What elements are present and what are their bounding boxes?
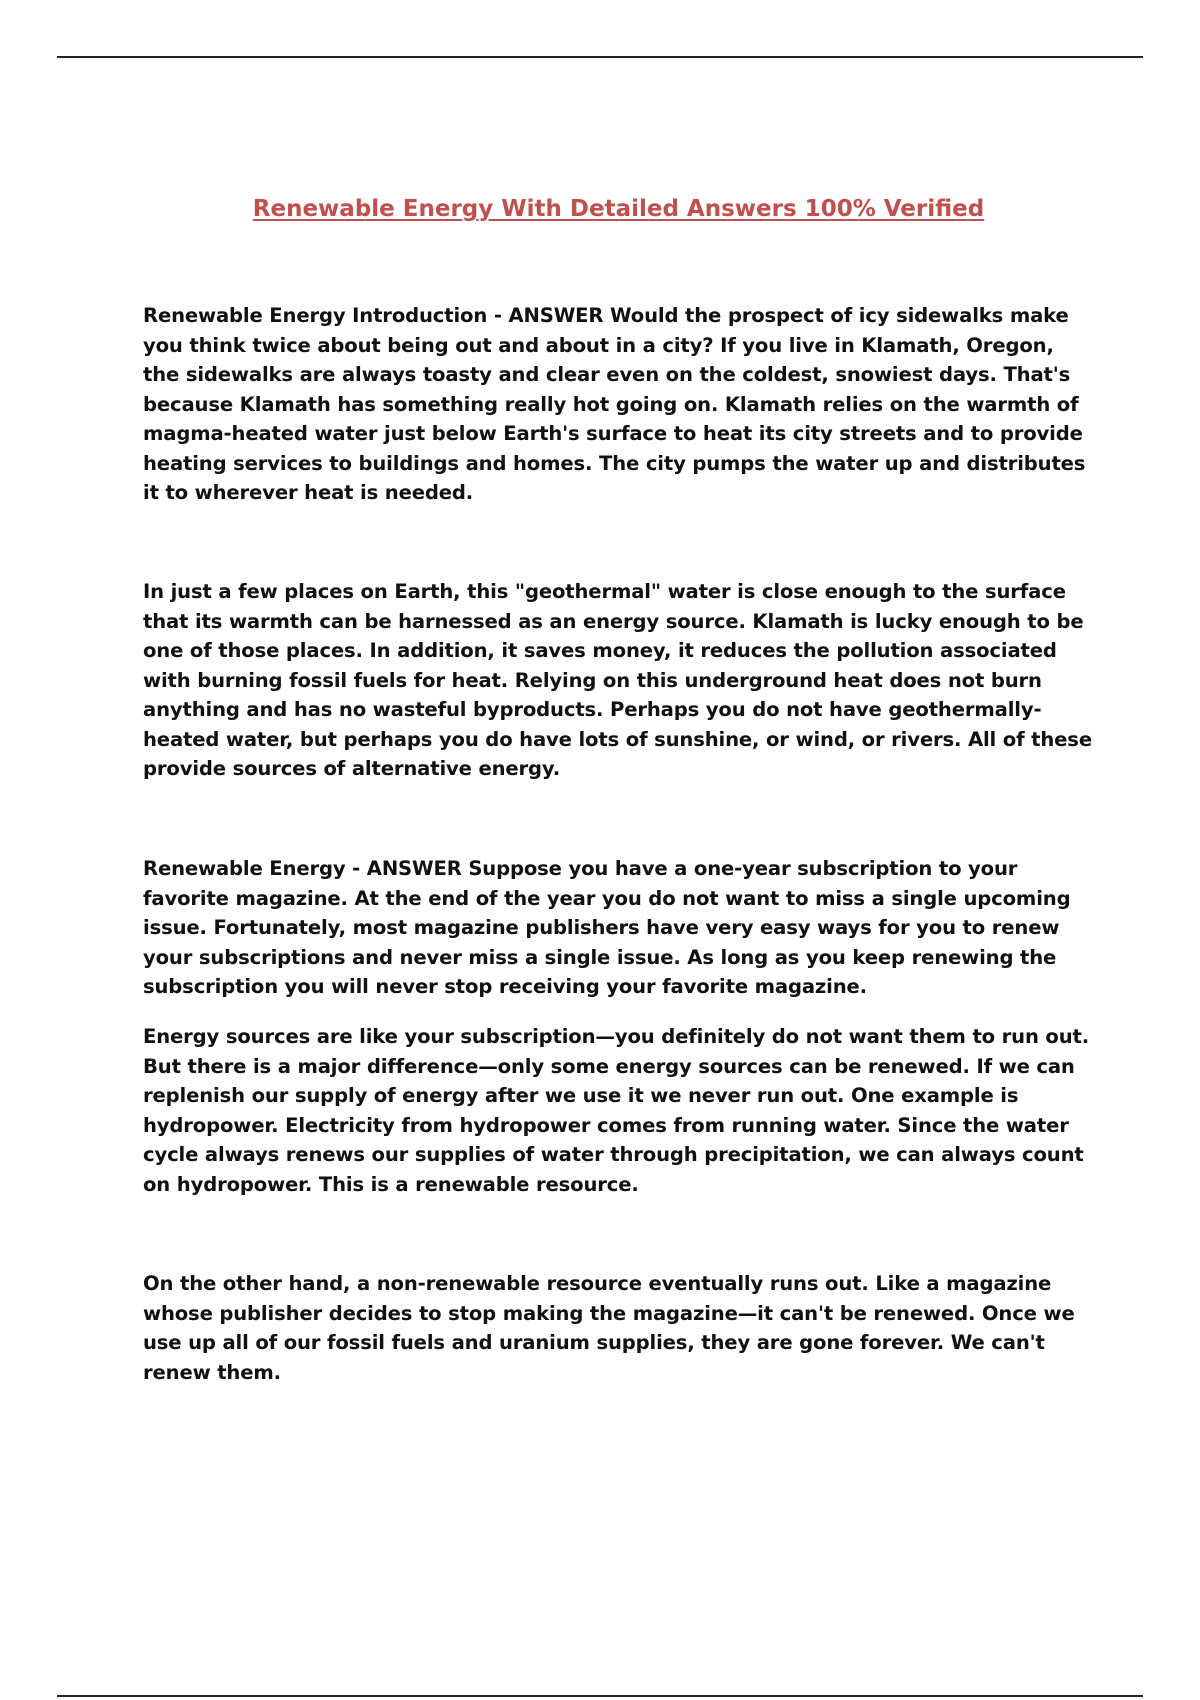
paragraph-geothermal: In just a few places on Earth, this "geothermal" water is close enough to the surface that its warmth can be harnessed as an energy source. Klamath is lucky enough to be one of those places. In addition, it saves money, it reduces the pollution associated with burning fossil fuels for heat. Relying on this underground heat does not burn anything and has no wasteful byproducts. Perhaps you do not have geothermally-heated water, but perhaps you do have lots of sunshine, or wind, or rivers. All of these provide sources of alternative energy.	[143, 580, 1092, 780]
footer-rule	[57, 1695, 1143, 1697]
paragraph-hydropower: Energy sources are like your subscription—you definitely do not want them to run out. But there is a major difference—only some energy sources can be renewed. If we can replenish our supply of energy after we use it we never run out. One example is hydropower. Electricity from hydropower comes from running water. Since the water cycle always renews our supplies of water through precipitation, we can always count on hydropower. This is a renewable resource.	[143, 1025, 1090, 1196]
header-rule	[57, 56, 1143, 58]
document-title: Renewable Energy With Detailed Answers 100% Verified	[252, 196, 985, 222]
paragraph-non-renewable: On the other hand, a non-renewable resource eventually runs out. Like a magazine whose publisher decides to stop making the magazine—it can't be renewed. Once we use up all of our fossil fuels and uranium supplies, they are gone forever. We can't renew them.	[143, 1272, 1075, 1384]
paragraph-renewable-energy-subscription: Renewable Energy - ANSWER Suppose you have a one-year subscription to your favorite magazine. At the end of the year you do not want to miss a single upcoming issue. Fortunately, most magazine publishers have very easy ways for you to renew your subscriptions and never miss a single issue. As long as you keep renewing the subscription you will never stop receiving your favorite magazine.	[143, 857, 1071, 998]
paragraph-renewable-energy-introduction: Renewable Energy Introduction - ANSWER Would the prospect of icy sidewalks make you think twice about being out and about in a city? If you live in Klamath, Oregon, the sidewalks are always toasty and clear even on the coldest, snowiest days. That's because Klamath has something really hot going on. Klamath relies on the warmth of magma-heated water just below Earth's surface to heat its city streets and to provide heating services to buildings and homes. The city pumps the water up and distributes it to wherever heat is needed.	[143, 304, 1086, 504]
